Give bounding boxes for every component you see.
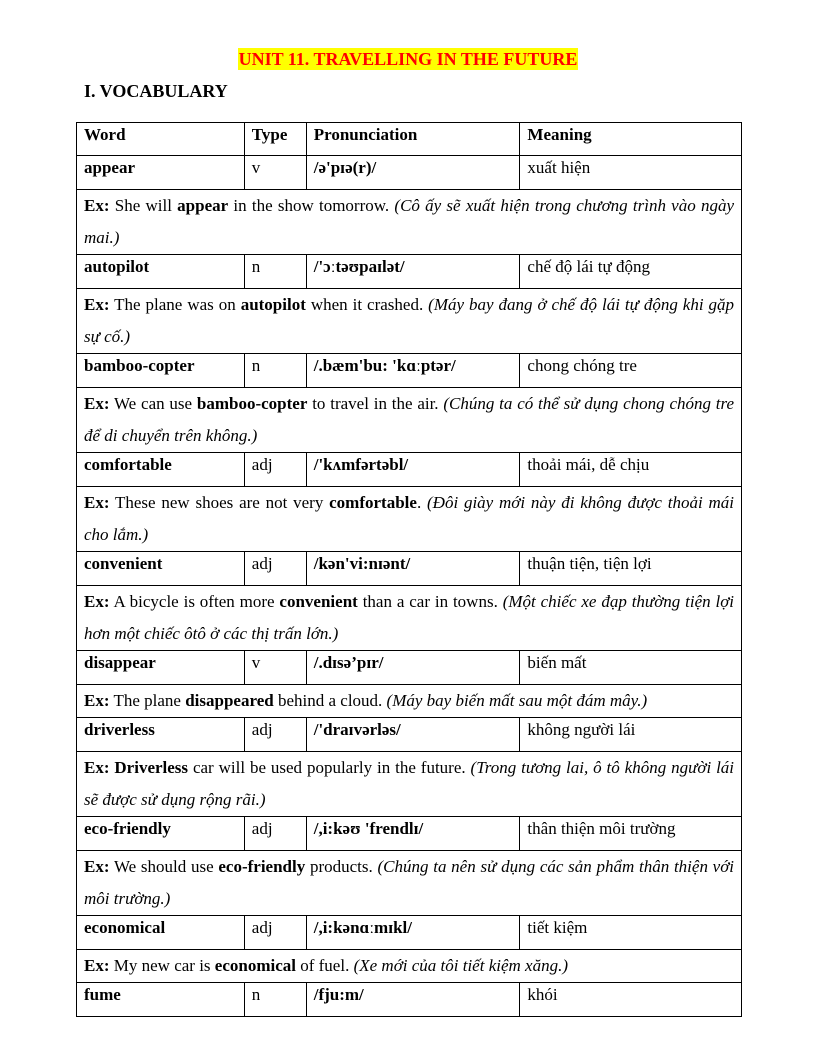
example-text: to travel in the air.: [312, 394, 439, 413]
word-row: [77, 354, 742, 388]
example-text: in the show tomorrow.: [233, 196, 390, 215]
example-text: products.: [309, 857, 373, 876]
meaning-cell: khói: [520, 983, 742, 1017]
word-cell: autopilot: [77, 255, 245, 289]
word-row: [77, 718, 742, 752]
example-row: [77, 487, 742, 552]
pronunciation-cell: /'ɔːtəʊpaɪlət/: [306, 255, 520, 289]
header-type: Type: [244, 123, 306, 156]
example-text: The plane: [113, 691, 181, 710]
example-cell: [77, 190, 742, 255]
example-text: A bicycle is often more: [113, 592, 275, 611]
example-translation: (Máy bay biến mất sau một đám mây.): [386, 691, 648, 710]
example-translation: (Máy bay đang ở chế độ lái tự động khi gặp sự cố.): [84, 295, 735, 346]
example-cell: [77, 487, 742, 552]
example-cell: [77, 685, 742, 718]
word-cell: convenient: [77, 552, 245, 586]
example-text: than a car in towns.: [362, 592, 498, 611]
example-translation: (Đôi giày mới này đi không được thoải mái cho lắm.): [84, 493, 735, 544]
example-translation: (Cô ấy sẽ xuất hiện trong chương trình vào ngày mai.): [84, 196, 735, 247]
example-label: Ex:: [84, 592, 110, 611]
type-cell: adj: [244, 817, 306, 851]
pronunciation-cell: /'kʌmfərtəbl/: [306, 453, 520, 487]
example-translation: (Chúng ta có thể sử dụng chong chóng tre để di chuyển trên không.): [84, 394, 735, 445]
type-cell: v: [244, 156, 306, 190]
meaning-cell: thuận tiện, tiện lợi: [520, 552, 742, 586]
type-cell: n: [244, 983, 306, 1017]
type-cell: n: [244, 255, 306, 289]
vocabulary-table: [76, 122, 742, 1017]
example-label: Ex:: [84, 394, 110, 413]
example-keyword: appear: [177, 196, 229, 215]
word-cell: disappear: [77, 651, 245, 685]
word-row: [77, 453, 742, 487]
type-cell: adj: [244, 718, 306, 752]
pronunciation-cell: /,i:kəʊ 'frendlɪ/: [306, 817, 520, 851]
meaning-cell: biến mất: [520, 651, 742, 685]
example-label: Ex:: [84, 196, 110, 215]
example-row: [77, 851, 742, 916]
example-text: We should use: [113, 857, 214, 876]
example-translation: (Xe mới của tôi tiết kiệm xăng.): [353, 956, 568, 975]
word-cell: economical: [77, 916, 245, 950]
table-header-row: [77, 123, 742, 156]
header-word: Word: [77, 123, 245, 156]
pronunciation-cell: /.bæm'bu: 'kɑːptər/: [306, 354, 520, 388]
pronunciation-cell: /'draɪvərləs/: [306, 718, 520, 752]
meaning-cell: chong chóng tre: [520, 354, 742, 388]
type-cell: v: [244, 651, 306, 685]
meaning-cell: không người lái: [520, 718, 742, 752]
example-text: The plane was on: [114, 295, 236, 314]
example-keyword: autopilot: [240, 295, 306, 314]
example-keyword: bamboo-copter: [196, 394, 308, 413]
example-text: We can use: [114, 394, 193, 413]
pronunciation-cell: /.dɪsə’pɪr/: [306, 651, 520, 685]
title-wrapper: [0, 48, 816, 70]
word-row: [77, 552, 742, 586]
pronunciation-cell: /ə'pɪə(r)/: [306, 156, 520, 190]
word-row: [77, 255, 742, 289]
example-label: Ex:: [84, 493, 110, 512]
word-cell: bamboo-copter: [77, 354, 245, 388]
example-translation: (Trong tương lai, ô tô không người lái sẽ được sử dụng rộng rãi.): [84, 758, 735, 809]
example-text: car will be used popularly in the future.: [192, 758, 466, 777]
pronunciation-cell: /,i:kənɑːmɪkl/: [306, 916, 520, 950]
example-label: Ex:: [84, 295, 110, 314]
example-text: of fuel.: [300, 956, 350, 975]
example-keyword: Driverless: [114, 758, 189, 777]
example-text: .: [416, 493, 422, 512]
pronunciation-cell: /fju:m/: [306, 983, 520, 1017]
example-text: when it crashed.: [310, 295, 424, 314]
example-keyword: convenient: [279, 592, 358, 611]
example-label: Ex:: [84, 956, 110, 975]
example-keyword: economical: [214, 956, 296, 975]
page-title: UNIT 11. TRAVELLING IN THE FUTURE: [238, 49, 578, 69]
header-pronunciation: Pronunciation: [306, 123, 520, 156]
header-meaning: Meaning: [520, 123, 742, 156]
word-row: [77, 156, 742, 190]
word-cell: eco-friendly: [77, 817, 245, 851]
example-cell: [77, 289, 742, 354]
meaning-cell: thoải mái, dễ chịu: [520, 453, 742, 487]
example-row: [77, 950, 742, 983]
table-body: [77, 156, 742, 1017]
example-text: These new shoes are not very: [115, 493, 324, 512]
section-heading: I. VOCABULARY: [84, 81, 228, 101]
type-cell: adj: [244, 453, 306, 487]
type-cell: n: [244, 354, 306, 388]
meaning-cell: tiết kiệm: [520, 916, 742, 950]
word-row: [77, 651, 742, 685]
example-cell: [77, 851, 742, 916]
example-row: [77, 190, 742, 255]
example-cell: [77, 752, 742, 817]
example-row: [77, 586, 742, 651]
pronunciation-cell: /kən'vi:nɪənt/: [306, 552, 520, 586]
example-row: [77, 388, 742, 453]
example-label: Ex:: [84, 691, 110, 710]
meaning-cell: thân thiện môi trường: [520, 817, 742, 851]
example-text: behind a cloud.: [277, 691, 383, 710]
example-label: Ex:: [84, 758, 110, 777]
word-row: [77, 916, 742, 950]
example-text: My new car is: [113, 956, 211, 975]
example-row: [77, 685, 742, 718]
type-cell: adj: [244, 552, 306, 586]
example-cell: [77, 388, 742, 453]
example-keyword: eco-friendly: [218, 857, 306, 876]
word-cell: fume: [77, 983, 245, 1017]
word-cell: appear: [77, 156, 245, 190]
example-translation: (Chúng ta nên sử dụng các sản phẩm thân thiện với môi trường.): [84, 857, 735, 908]
meaning-cell: xuất hiện: [520, 156, 742, 190]
word-row: [77, 817, 742, 851]
example-text: She will: [114, 196, 172, 215]
example-cell: [77, 586, 742, 651]
example-row: [77, 752, 742, 817]
example-row: [77, 289, 742, 354]
example-label: Ex:: [84, 857, 110, 876]
word-cell: driverless: [77, 718, 245, 752]
example-translation: (Một chiếc xe đạp thường tiện lợi hơn một chiếc ôtô ở các thị trấn lớn.): [84, 592, 735, 643]
example-cell: [77, 950, 742, 983]
meaning-cell: chế độ lái tự động: [520, 255, 742, 289]
example-keyword: comfortable: [329, 493, 417, 512]
word-cell: comfortable: [77, 453, 245, 487]
type-cell: adj: [244, 916, 306, 950]
word-row: [77, 983, 742, 1017]
example-keyword: disappeared: [185, 691, 274, 710]
